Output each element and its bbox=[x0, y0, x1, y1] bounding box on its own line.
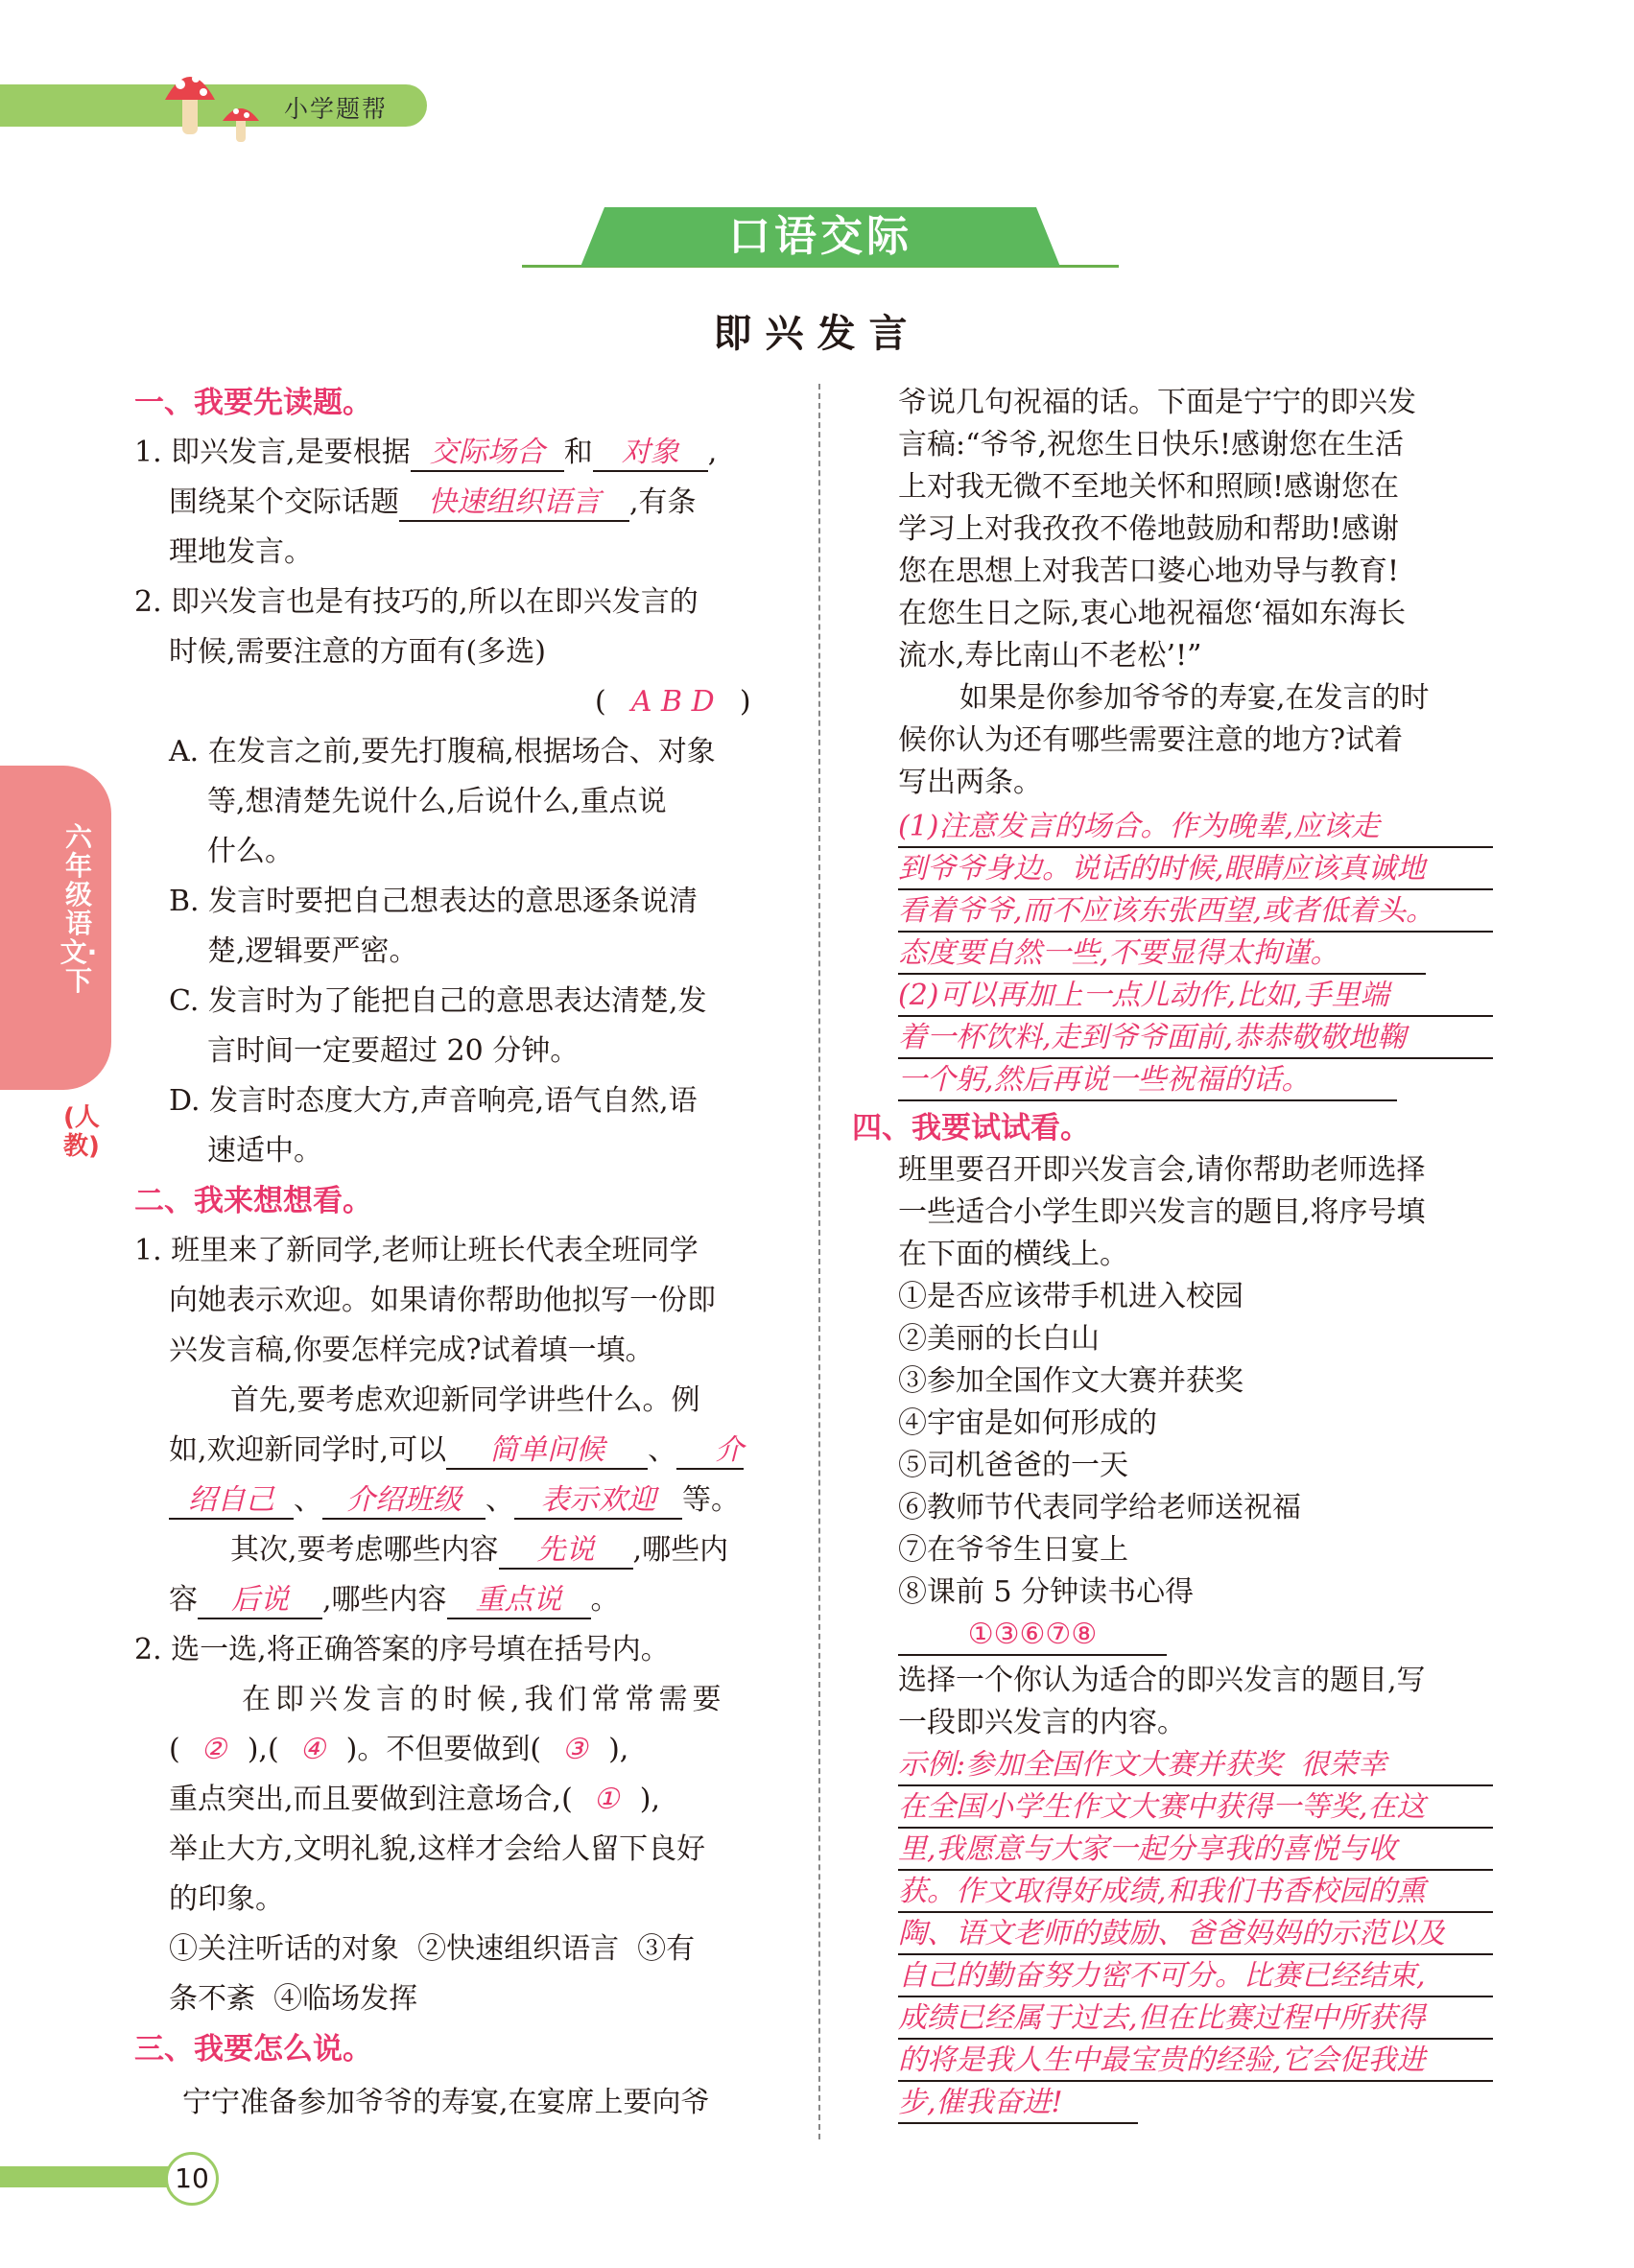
option-b-line1: B. 发言时要把自己想表达的意思逐条说清 bbox=[169, 885, 699, 918]
text: 、 bbox=[648, 1433, 677, 1467]
option-d-line2: 速适中。 bbox=[207, 1134, 322, 1168]
p3-answer-line: 着一杯饮料,走到爷爷面前,恭恭敬敬地鞠 bbox=[898, 1019, 1493, 1059]
blank-answer: 快速组织语言 bbox=[399, 485, 629, 522]
p1-q2-line2: 时候,需要注意的方面有(多选) bbox=[169, 635, 546, 669]
p3-answer-line: 一个躬,然后再说一些祝福的话。 bbox=[898, 1061, 1397, 1101]
p2-q2-line1: 2. 选一选,将正确答案的序号填在括号内。 bbox=[134, 1633, 670, 1666]
p4-line4: 选择一个你认为适合的即兴发言的题目,写 bbox=[898, 1664, 1426, 1697]
option-c-line1: C. 发言时为了能把自己的意思表达清楚,发 bbox=[169, 984, 707, 1018]
essay-line: 示例:参加全国作文大赛并获奖 很荣幸 bbox=[898, 1746, 1493, 1786]
p2-q1-line3: 兴发言稿,你要怎样完成?试着填一填。 bbox=[169, 1334, 654, 1367]
p2-q1-line4: 首先,要考虑欢迎新同学讲些什么。例 bbox=[230, 1383, 700, 1417]
section-banner-text: 口语交际 bbox=[728, 212, 912, 261]
p3-r4: 学习上对我孜孜不倦地鼓励和帮助!感谢 bbox=[898, 512, 1400, 546]
p3-r5: 您在思想上对我苦口婆心地劝导与教育! bbox=[898, 555, 1400, 588]
choice-answer: A B D bbox=[630, 685, 715, 719]
p3-answer-line: 态度要自然一些,不要显得太拘谨。 bbox=[898, 934, 1426, 975]
text: ,有条 bbox=[629, 485, 697, 519]
essay-line: 成绩已经属于过去,但在比赛过程中所获得 bbox=[898, 1999, 1493, 2040]
p3-answer-line: (2)可以再加上一点儿动作,比如,手里端 bbox=[898, 977, 1493, 1017]
text: ,哪些内容 bbox=[322, 1583, 447, 1617]
p3-answer-line: (1)注意发言的场合。作为晚辈,应该走 bbox=[898, 808, 1493, 848]
blank-answer: 后说 bbox=[198, 1583, 322, 1619]
topic-item: ①是否应该带手机进入校园 bbox=[898, 1280, 1243, 1313]
p3-r1: 爷说几句祝福的话。下面是宁宁的即兴发 bbox=[898, 386, 1416, 419]
text: )。不但要做到( bbox=[345, 1733, 542, 1766]
text: 其次,要考虑哪些内容 bbox=[230, 1533, 499, 1567]
text: 等。 bbox=[682, 1483, 740, 1517]
blank-answer: 介 bbox=[676, 1433, 744, 1470]
grade-label: 六年级语文·下 bbox=[59, 821, 98, 997]
text: 、 bbox=[294, 1483, 322, 1517]
p3-r3: 上对我无微不至地关怀和照顾!感谢您在 bbox=[898, 470, 1400, 504]
essay-line: 在全国小学生作文大赛中获得一等奖,在这 bbox=[898, 1788, 1493, 1829]
p2-q2-line4 bbox=[169, 1779, 660, 1821]
part4-heading: 四、我要试试看。 bbox=[852, 1111, 1090, 1146]
p3-line1: 宁宁准备参加爷爷的寿宴,在宴席上要向爷 bbox=[182, 2086, 710, 2119]
p2-q1-line1: 1. 班里来了新同学,老师让班长代表全班同学 bbox=[134, 1234, 699, 1267]
essay-line: 自己的勤奋努力密不可分。比赛已经结束, bbox=[898, 1957, 1493, 1997]
topic-item: ④宇宙是如何形成的 bbox=[898, 1406, 1157, 1440]
topic-item: ②美丽的长白山 bbox=[898, 1322, 1100, 1356]
topic-item: ③参加全国作文大赛并获奖 bbox=[898, 1364, 1243, 1398]
p2-q2-line5: 举止大方,文明礼貌,这样才会给人留下良好 bbox=[169, 1832, 706, 1866]
option-b-line2: 楚,逻辑要严密。 bbox=[207, 934, 418, 968]
topic-item: ⑦在爷爷生日宴上 bbox=[898, 1533, 1128, 1567]
p1-q1-line2 bbox=[169, 482, 697, 524]
p4-line1: 班里要召开即兴发言会,请你帮助老师选择 bbox=[898, 1153, 1426, 1187]
blank-answer: 简单问候 bbox=[446, 1433, 648, 1470]
p4-line2: 一些适合小学生即兴发言的题目,将序号填 bbox=[898, 1195, 1426, 1229]
p3-r8: 如果是你参加爷爷的寿宴,在发言的时 bbox=[959, 681, 1430, 715]
p3-r6: 在您生日之际,衷心地祝福您‘福如东海长 bbox=[898, 597, 1407, 630]
essay-line: 陶、语文老师的鼓励、爸爸妈妈的示范以及 bbox=[898, 1915, 1493, 1955]
p3-r7: 流水,寿比南山不老松’!” bbox=[898, 639, 1202, 673]
blank-answer: 对象 bbox=[593, 436, 708, 472]
text: 和 bbox=[563, 436, 593, 469]
essay-line: 步,催我奋进! bbox=[898, 2084, 1138, 2124]
p2-q1-line5 bbox=[169, 1429, 744, 1472]
p1-q2-line1: 2. 即兴发言也是有技巧的,所以在即兴发言的 bbox=[134, 585, 699, 619]
essay-line: 获。作文取得好成绩,和我们书香校园的熏 bbox=[898, 1873, 1493, 1913]
p3-r2: 言稿:“爷爷,祝您生日快乐!感谢您在生活 bbox=[898, 428, 1405, 461]
text: 如,欢迎新同学时,可以 bbox=[169, 1433, 447, 1467]
essay-line: 的将是我人生中最宝贵的经验,它会促我进 bbox=[898, 2042, 1493, 2082]
text: 容 bbox=[169, 1583, 198, 1617]
option-a-line1: A. 在发言之前,要先打腹稿,根据场合、对象 bbox=[169, 735, 716, 768]
p2-q1-line2: 向她表示欢迎。如果请你帮助他拟写一份即 bbox=[169, 1284, 716, 1317]
blank-answer: 交际场合 bbox=[411, 436, 564, 472]
text: ( bbox=[169, 1733, 180, 1766]
p4-line3: 在下面的横线上。 bbox=[898, 1238, 1128, 1271]
column-divider bbox=[818, 384, 820, 2139]
topic-item: ⑧课前 5 分钟读书心得 bbox=[898, 1575, 1195, 1609]
blank-answer: 绍自己 bbox=[169, 1483, 294, 1520]
choice-answer: ② bbox=[201, 1733, 227, 1766]
mushroom-logo-icon bbox=[161, 58, 276, 146]
blank-answer: 重点说 bbox=[447, 1583, 591, 1619]
blank-answer: 先说 bbox=[499, 1533, 633, 1570]
text: ( bbox=[595, 685, 606, 719]
brand-label: 小学题帮 bbox=[284, 95, 389, 123]
choice-answer: ③ bbox=[561, 1733, 588, 1766]
p2-q2-line2: 在即兴发言的时候,我们常常需要 bbox=[242, 1683, 726, 1716]
p2-q2-options1: ①关注听话的对象 ②快速组织语言 ③有 bbox=[169, 1932, 696, 1966]
text: 、 bbox=[485, 1483, 514, 1517]
text: ),( bbox=[247, 1733, 279, 1766]
option-a-line2: 等,想清楚先说什么,后说什么,重点说 bbox=[207, 785, 667, 818]
blank-answer: 表示欢迎 bbox=[514, 1483, 682, 1520]
p1-q1-line3: 理地发言。 bbox=[169, 535, 313, 569]
option-d-line1: D. 发言时态度大方,声音响亮,语气自然,语 bbox=[169, 1084, 698, 1118]
p1-q1-line1 bbox=[134, 432, 717, 474]
p3-r9: 候你认为还有哪些需要注意的地方?试着 bbox=[898, 723, 1404, 757]
text: 重点突出,而且要做到注意场合,( bbox=[169, 1783, 573, 1816]
text: , bbox=[707, 436, 718, 469]
p1-q2-answer bbox=[595, 681, 751, 723]
p4-topic-answer: ①③⑥⑦⑧ bbox=[898, 1616, 1167, 1656]
edition-label: (人教) bbox=[63, 1103, 100, 1161]
text: ) bbox=[739, 685, 751, 719]
option-c-line2: 言时间一定要超过 20 分钟。 bbox=[207, 1034, 580, 1068]
p2-q2-options2: 条不紊 ④临场发挥 bbox=[169, 1982, 418, 2016]
topic-item: ⑥教师节代表同学给老师送祝福 bbox=[898, 1491, 1301, 1524]
p2-q1-line7 bbox=[230, 1529, 728, 1571]
topic-item: ⑤司机爸爸的一天 bbox=[898, 1449, 1128, 1482]
choice-answer: ④ bbox=[299, 1733, 326, 1766]
text: 1. 即兴发言,是要根据 bbox=[134, 436, 411, 469]
text: ), bbox=[608, 1733, 629, 1766]
essay-line: 里,我愿意与大家一起分享我的喜悦与收 bbox=[898, 1831, 1493, 1871]
choice-answer: ① bbox=[593, 1783, 620, 1816]
text: ), bbox=[639, 1783, 661, 1816]
text: 。 bbox=[590, 1583, 620, 1617]
part1-heading: 一、我要先读题。 bbox=[134, 386, 372, 420]
p4-line5: 一段即兴发言的内容。 bbox=[898, 1706, 1186, 1739]
part2-heading: 二、我来想想看。 bbox=[134, 1184, 372, 1218]
p2-q1-line6 bbox=[169, 1479, 740, 1522]
text: ,哪些内 bbox=[632, 1533, 729, 1567]
p2-q2-line3 bbox=[169, 1729, 628, 1771]
blank-answer: 介绍班级 bbox=[322, 1483, 485, 1520]
option-a-line3: 什么。 bbox=[207, 835, 294, 868]
p3-r10: 写出两条。 bbox=[898, 766, 1042, 799]
p3-answer-line: 到爷爷身边。说话的时候,眼睛应该真诚地 bbox=[898, 850, 1493, 890]
p2-q1-line8 bbox=[169, 1579, 620, 1621]
part3-heading: 三、我要怎么说。 bbox=[134, 2032, 372, 2067]
text: 围绕某个交际话题 bbox=[169, 485, 399, 519]
page-title: 即兴发言 bbox=[713, 311, 921, 356]
p3-answer-line: 看着爷爷,而不应该东张西望,或者低着头。 bbox=[898, 892, 1493, 933]
page-number: 10 bbox=[165, 2152, 219, 2206]
p2-q2-line6: 的印象。 bbox=[169, 1882, 284, 1916]
